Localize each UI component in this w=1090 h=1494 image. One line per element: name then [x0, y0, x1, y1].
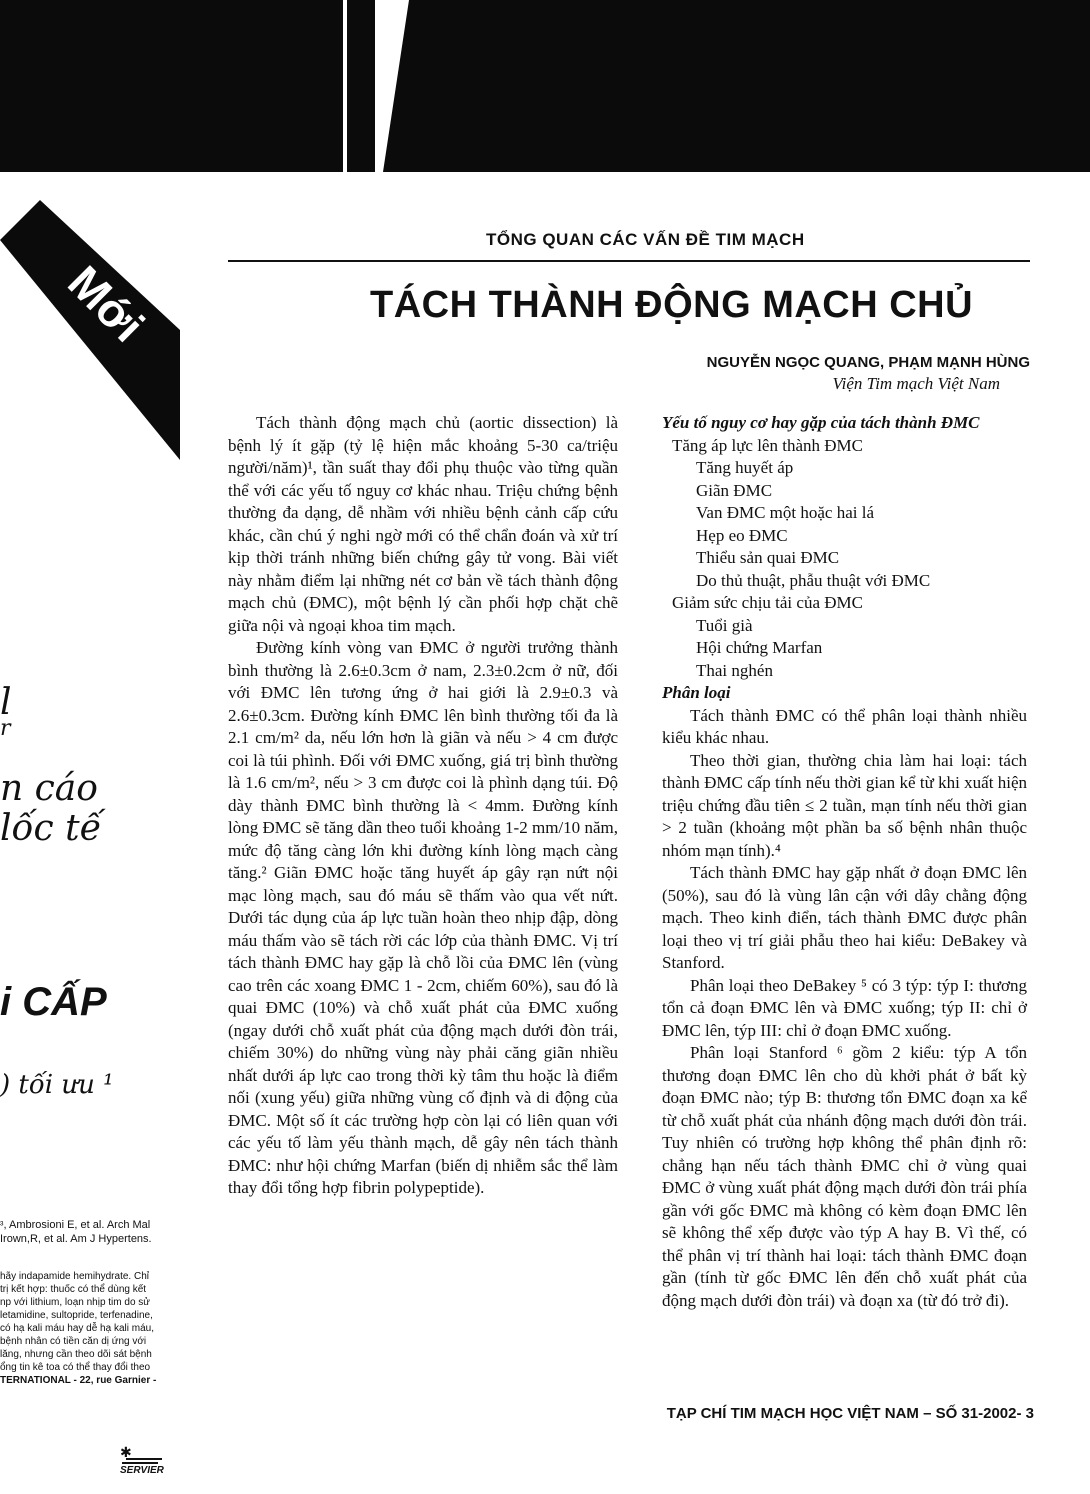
risk-item: Giãn ĐMC — [696, 480, 773, 500]
sidebar-info-line: bệnh nhân có tiền căn dị ứng với — [0, 1336, 147, 1347]
classification-heading: Phân loại — [662, 683, 731, 702]
sidebar-fragment: r — [0, 716, 11, 741]
paragraph: Tách thành ĐMC hay gặp nhất ở đoạn ĐMC lên (50%), sau đó là vùng lân cận với dây chằng động mạch. Theo kinh điển, tách thành ĐMC được phân loại theo vị trí giải phẫu theo hai kiểu: DeBakey và Stanford. — [662, 863, 1027, 972]
header-wedge — [383, 0, 409, 172]
article-title: TÁCH THÀNH ĐỘNG MẠCH CHỦ — [370, 284, 974, 326]
sidebar-fragment: i CẤP — [0, 980, 107, 1024]
header-rule — [228, 260, 1030, 262]
sidebar-fragment: ) tối ưu ¹ — [0, 1070, 114, 1100]
paragraph: Theo thời gian, thường chia làm hai loại: tách thành ĐMC cấp tính nếu thời gian kể từ khi xuất hiện triệu chứng đầu tiên ≤ 2 tuần, mạn tính nếu thời gian > 2 tuần (khoảng một phần ba số bệnh nhân thuộc nhóm mạn tính).⁴ — [662, 750, 1027, 860]
risk-group: Giảm sức chịu tải của ĐMC — [672, 593, 863, 612]
risk-group: Tăng áp lực lên thành ĐMC — [672, 435, 863, 455]
risk-item: Tăng huyết áp — [696, 458, 794, 477]
paragraph: Tách thành ĐMC có thể phân loại thành nhiều kiểu khác nhau. — [662, 705, 1027, 747]
header-stripe — [343, 0, 347, 172]
sidebar-info-line: có hạ kali máu hay dễ hạ kali máu, — [0, 1323, 154, 1334]
corner-banner-text: Mới — [58, 255, 155, 352]
risk-item: Tuổi già — [696, 615, 753, 635]
affiliation: Viện Tim mạch Việt Nam — [832, 374, 1000, 393]
sidebar-reference: ᶟ, Ambrosioni E, et al. Arch Mal — [0, 1219, 151, 1231]
sidebar-info-line: hãy indapamide hemihydrate. Chỉ — [0, 1271, 149, 1282]
risk-item: Thiểu sản quai ĐMC — [696, 548, 840, 567]
risk-item: Hội chứng Marfan — [696, 638, 823, 657]
corner-banner — [0, 200, 180, 460]
servier-logo — [112, 1445, 172, 1475]
sidebar-fragment: l — [0, 682, 12, 723]
header-stripe — [375, 0, 383, 172]
right-column — [662, 412, 1027, 1312]
paragraph: Đường kính vòng van ĐMC ở người trưởng thành bình thường là 2.6±0.3cm ở nam, 2.3±0.2cm ở nữ, đối với ĐMC lên tương ứng ở hai giới là 2.9±0.3 và 2.6±0.3cm. Đường kính ĐMC lên bình thường tối đa là 2.1 cm/m² da, nếu lớn hơn là giãn và nếu > 4 cm được coi là túi phình. Đối với ĐMC xuống, giá trị bình thường là 1.6 cm/m², nếu > 3 cm được coi là phình dạng túi. Độ dày thành ĐMC bình thường là < 4mm. Đường kính lòng ĐMC sẽ tăng dần theo tuổi khoảng 1-2 mm/10 năm, mức độ tăng càng lớn khi đường kính lòng mạch càng tăng.² Giãn ĐMC hoặc tăng huyết áp gây rạn nứt nội mạc lòng mạch, sau đó máu sẽ thấm vào qua vết nứt. Dưới tác dụng của áp lực tuần hoàn theo nhịp đập, dòng máu thấm vào sẽ tách rời các lớp của thành ĐMC. Vị trí tách thành ĐMC hay gặp là chỗ lồi của ĐMC lên (vùng cao trên các xoang ĐMC 1 - 2cm, chiếm 60%), sau đó là quai ĐMC (10%) và chỗ xuất phát của ĐMC xuống (ngay dưới chỗ xuất phát của động mạch dưới đòn trái, chiếm 30%) do những vùng này phải căng giãn nhiều nhất dưới áp lực cao trong thời kỳ tâm thu hoặc là điểm nối (xung yếu) giữa những vùng cố định và di động của ĐMC. Một số ít các trường hợp còn lại có liên quan với các yếu tố làm yếu thành mạch, dễ gây nên tách thành ĐMC: như hội chứng Marfan (biến dị nhiễm sắc thể làm thay đổi tổng hợp fibrin polypeptide). — [228, 638, 618, 1197]
paragraph: Phân loại Stanford ⁶ gồm 2 kiểu: týp A tổn thương đoạn ĐMC lên cho dù khởi phát ở bất kỳ đoạn ĐMC nào; týp B: thương tổn ĐMC đoạn xa kể từ chỗ xuất phát của nhánh động mạch dưới đòn trái. Tuy nhiên có trường hợp không thể phân định rõ: chẳng hạn nếu tách thành ĐMC chỉ ở vùng quai ĐMC ở vùng xuất phát động mạch dưới đòn trái phía gần với gốc ĐMC mà không có kèm đoạn ĐMC lên sẽ không thể xếp được vào týp A hay B. Vì thế, có thể phân vị trí thành hai loại: tách thành ĐMC đoạn gần (tính từ gốc ĐMC lên đến chỗ xuất phát của động mạch dưới đòn trái) và đoạn xa (từ đó trở đi). — [662, 1043, 1027, 1310]
authors: NGUYỄN NGỌC QUANG, PHẠM MẠNH HÙNG — [706, 354, 1030, 371]
sidebar-info-line: letamidine, sultopride, terfenadine, — [0, 1310, 153, 1321]
servier-logo-text: SERVIER — [120, 1465, 164, 1475]
risk-factors-heading: Yếu tố nguy cơ hay gặp của tách thành ĐMC — [662, 413, 980, 432]
header-bar — [0, 0, 1090, 172]
sidebar-fragment: lốc tế — [0, 808, 102, 849]
sidebar-info-line: trị kết hợp: thuốc có thể dùng kết — [0, 1284, 147, 1295]
sidebar-fragment: n cáo — [0, 768, 98, 809]
sidebar-info-line: ổng tin kê toa có thể thay đổi theo — [0, 1362, 151, 1373]
sidebar-info-line: lăng, nhưng cần theo dõi sát bệnh — [0, 1349, 152, 1360]
sidebar-reference: Irown,R, et al. Am J Hypertens. — [0, 1233, 152, 1245]
left-column — [228, 412, 618, 1200]
risk-item: Hẹp eo ĐMC — [696, 525, 788, 545]
risk-item: Van ĐMC một hoặc hai lá — [696, 503, 874, 522]
sidebar-info-line: np với lithium, loạn nhịp tim do sử — [0, 1297, 150, 1308]
paragraph: Phân loại theo DeBakey ⁵ có 3 týp: týp I: thương tổn cả đoạn ĐMC lên và ĐMC xuống; týp II: chỉ ở ĐMC lên, týp III: chỉ ở đoạn ĐMC xuống. — [662, 975, 1027, 1040]
paragraph: Tách thành động mạch chủ (aortic dissection) là bệnh lý ít gặp (tỷ lệ hiện mắc khoảng 5-30 ca/triệu người/năm)¹, tần suất thay đổi phụ thuộc vào từng quần thể với các yếu tố nguy cơ khác nhau. Triệu chứng bệnh thường đa dạng, dễ nhầm với nhiều bệnh cảnh cấp cứu khác, cần chú ý nghi ngờ mới có thể chẩn đoán và xử trí kịp thời tránh những biến chứng gây tử vong. Bài viết này nhằm điểm lại những nét cơ bản về tách thành động mạch chủ (ĐMC), một bệnh lý cần phối hợp chặt chẽ giữa nội và ngoại khoa tim mạch. — [228, 413, 618, 635]
sidebar-info-line: TERNATIONAL - 22, rue Garnier - — [0, 1375, 157, 1386]
svg-text:✱: ✱ — [120, 1445, 132, 1461]
risk-item: Thai nghén — [696, 660, 773, 680]
journal-footer: TẠP CHÍ TIM MẠCH HỌC VIỆT NAM – SỐ 31-2002- 3 — [666, 1405, 1034, 1422]
risk-item: Do thủ thuật, phẫu thuật với ĐMC — [696, 570, 931, 590]
section-header: TỔNG QUAN CÁC VẤN ĐỀ TIM MẠCH — [486, 230, 805, 249]
